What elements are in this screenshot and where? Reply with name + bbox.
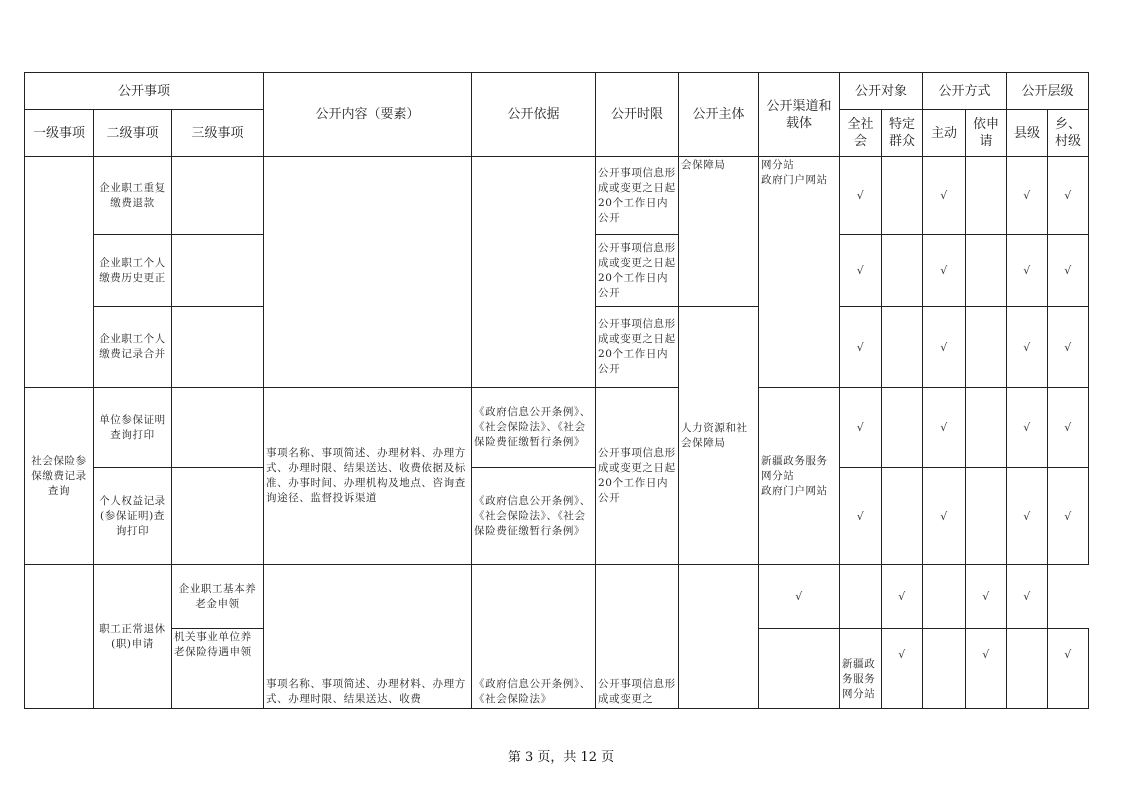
header-disclosure-item: 公开事项 xyxy=(25,73,264,110)
header-target-all: 全社会 xyxy=(840,110,882,157)
header-method-active: 主动 xyxy=(923,110,966,157)
check-mark: √ xyxy=(882,629,923,709)
header-level-county: 县级 xyxy=(1007,110,1048,157)
header-level: 公开层级 xyxy=(1007,73,1089,110)
time-limit-cell: 公开事项信息形成或变更之日起20个工作日内公开 xyxy=(596,307,679,388)
check-mark: √ xyxy=(923,468,966,565)
channel-cell: 网分站 政府门户网站 xyxy=(759,157,840,388)
header-time-limit: 公开时限 xyxy=(596,73,679,157)
check-mark: √ xyxy=(882,565,923,629)
header-level-town: 乡、村级 xyxy=(1048,110,1089,157)
level1-cell: 社会保险参保缴费记录查询 xyxy=(25,388,94,565)
table-row xyxy=(25,468,1089,565)
check-mark: √ xyxy=(1048,307,1089,388)
level2-cell: 企业职工个人缴费历史更正 xyxy=(94,235,172,307)
header-level2: 二级事项 xyxy=(94,110,172,157)
table-row xyxy=(25,388,1089,468)
time-limit-cell: 公开事项信息形成或变更之日起20个工作日内公开 xyxy=(596,388,679,565)
content-cell: 事项名称、事项简述、办理材料、办理方式、办理时限、结果送达、收费依据及标准、办事时间、办理机构及地点、咨询查询途径、监督投诉渠道 xyxy=(264,388,472,565)
check-mark: √ xyxy=(840,307,882,388)
page-number: 第 3 页，共 12 页 xyxy=(507,750,615,765)
time-limit-cell: 公开事项信息形成或变更之 xyxy=(596,565,679,709)
header-channel: 公开渠道和载体 xyxy=(759,73,840,157)
check-mark: √ xyxy=(966,629,1007,709)
level3-cell: 机关事业单位养老保险待遇申领 xyxy=(172,629,264,709)
check-mark: √ xyxy=(1048,235,1089,307)
check-mark: √ xyxy=(840,388,882,468)
level3-cell-empty xyxy=(172,388,264,468)
disclosure-table-container xyxy=(24,72,1088,705)
table-row xyxy=(25,565,1089,629)
empty-cell xyxy=(966,157,1007,235)
table-row xyxy=(25,157,1089,235)
empty-cell xyxy=(1007,629,1048,709)
level3-cell-empty xyxy=(172,235,264,307)
empty-cell xyxy=(882,468,923,565)
check-mark: √ xyxy=(1007,157,1048,235)
empty-cell xyxy=(882,388,923,468)
header-subject: 公开主体 xyxy=(679,73,759,157)
content-cell-empty xyxy=(264,157,472,388)
level2-cell: 企业职工个人缴费记录合并 xyxy=(94,307,172,388)
empty-cell xyxy=(966,307,1007,388)
basis-cell: 《政府信息公开条例》、《社会保险法》、《社会保险费征缴暂行条例》 xyxy=(472,388,596,468)
check-mark: √ xyxy=(1048,629,1089,709)
header-target: 公开对象 xyxy=(840,73,923,110)
header-level3: 三级事项 xyxy=(172,110,264,157)
check-mark: √ xyxy=(759,565,840,629)
check-mark: √ xyxy=(1048,468,1089,565)
level3-cell: 企业职工基本养老金申领 xyxy=(172,565,264,629)
level1-cell-empty xyxy=(25,565,94,709)
check-mark: √ xyxy=(923,235,966,307)
header-target-specific: 特定群众 xyxy=(882,110,923,157)
empty-cell xyxy=(882,235,923,307)
level2-cell: 职工正常退休(职)申请 xyxy=(94,565,172,709)
check-mark: √ xyxy=(923,157,966,235)
check-mark: √ xyxy=(1007,468,1048,565)
check-mark: √ xyxy=(840,235,882,307)
disclosure-table xyxy=(24,72,1089,709)
level3-cell-empty xyxy=(172,157,264,235)
channel-cell: 新疆政务服务网分站 政府门户网站 xyxy=(759,388,840,565)
header-method-request: 依申请 xyxy=(966,110,1007,157)
check-mark: √ xyxy=(1007,235,1048,307)
header-level1: 一级事项 xyxy=(25,110,94,157)
basis-cell-empty xyxy=(472,157,596,388)
empty-cell xyxy=(923,565,966,629)
header-content: 公开内容（要素） xyxy=(264,73,472,157)
time-limit-cell: 公开事项信息形成或变更之日起20个工作日内公开 xyxy=(596,235,679,307)
header-method: 公开方式 xyxy=(923,73,1007,110)
level2-cell: 单位参保证明查询打印 xyxy=(94,388,172,468)
empty-cell xyxy=(923,629,966,709)
level1-cell-empty xyxy=(25,157,94,388)
check-mark: √ xyxy=(966,565,1007,629)
empty-cell xyxy=(840,565,882,629)
basis-cell: 《政府信息公开条例》、《社会保险法》 xyxy=(472,565,596,709)
time-limit-cell: 公开事项信息形成或变更之日起20个工作日内公开 xyxy=(596,157,679,235)
basis-cell: 《政府信息公开条例》、《社会保险法》、《社会保险费征缴暂行条例》 xyxy=(472,468,596,565)
content-cell: 事项名称、事项简述、办理材料、办理方式、办理时限、结果送达、收费 xyxy=(264,565,472,709)
subject-cell-empty xyxy=(759,629,840,709)
check-mark: √ xyxy=(1007,565,1048,629)
check-mark: √ xyxy=(840,157,882,235)
check-mark: √ xyxy=(923,307,966,388)
empty-cell xyxy=(882,157,923,235)
subject-cell: 人力资源和社会保障局 xyxy=(679,307,759,565)
empty-cell xyxy=(966,235,1007,307)
level2-cell: 企业职工重复缴费退款 xyxy=(94,157,172,235)
check-mark: √ xyxy=(1048,388,1089,468)
empty-cell xyxy=(882,307,923,388)
level3-cell-empty xyxy=(172,468,264,565)
channel-cell: 新疆政务服务网分站 xyxy=(840,629,882,709)
check-mark: √ xyxy=(1048,157,1089,235)
level2-cell: 个人权益记录(参保证明)查询打印 xyxy=(94,468,172,565)
subject-cell: 会保障局 xyxy=(679,157,759,307)
check-mark: √ xyxy=(1007,388,1048,468)
check-mark: √ xyxy=(840,468,882,565)
empty-cell xyxy=(966,468,1007,565)
check-mark: √ xyxy=(923,388,966,468)
check-mark: √ xyxy=(1007,307,1048,388)
level3-cell-empty xyxy=(172,307,264,388)
header-basis: 公开依据 xyxy=(472,73,596,157)
empty-cell xyxy=(966,388,1007,468)
channel-cell-empty xyxy=(679,565,759,709)
